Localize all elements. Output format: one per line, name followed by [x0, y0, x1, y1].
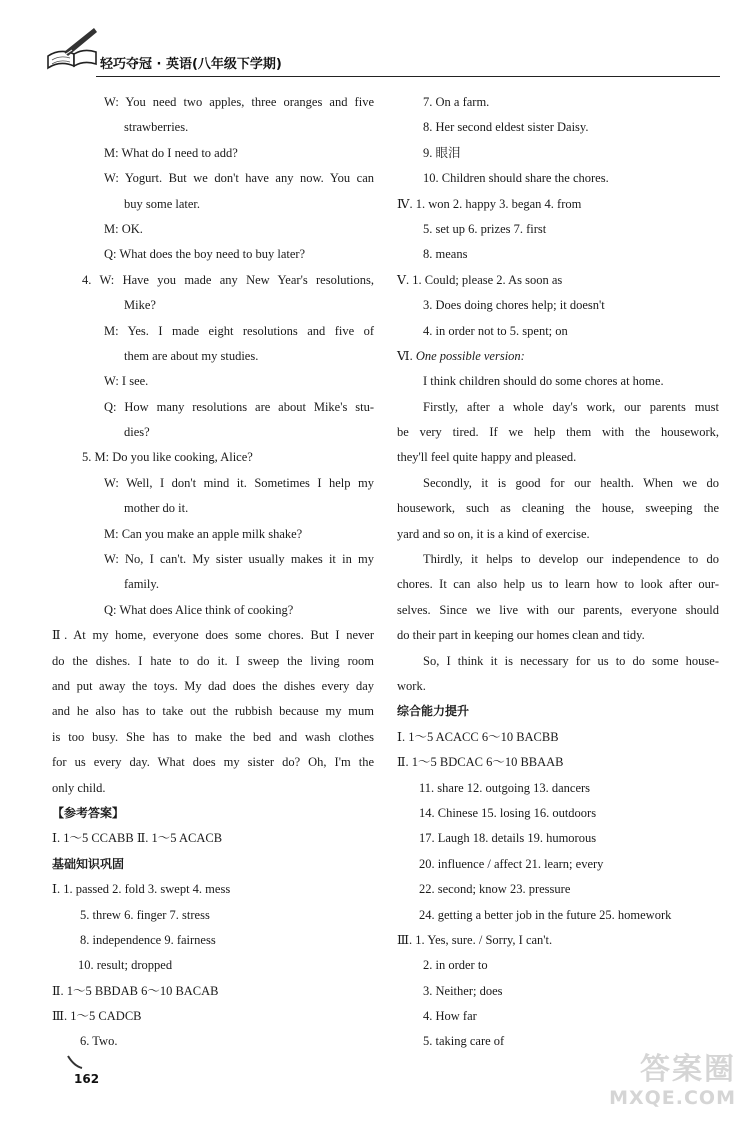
right-column-line: 14. Chinese 15. losing 16. outdoors: [419, 805, 597, 820]
left-column-line: M: OK.: [104, 221, 143, 236]
left-column: [52, 90, 374, 1055]
watermark-url: MXQE.COM: [609, 1087, 736, 1109]
right-column-line: I think children should do some chores at home.: [423, 374, 664, 389]
section-italic-heading: One possible version:: [415, 348, 525, 363]
right-column-line: do their part in keeping our homes clean and tidy.: [397, 628, 645, 643]
right-column-line: 4. in order not to 5. spent; on: [423, 323, 568, 338]
right-column-line: 5. set up 6. prizes 7. first: [423, 221, 547, 236]
right-column-line: Ⅳ. 1. won 2. happy 3. began 4. from: [397, 196, 582, 211]
page-number: 162: [74, 1072, 100, 1086]
right-column-line: [397, 344, 719, 369]
left-column-line: Q: How many resolutions are about Mike's stu-: [104, 399, 374, 414]
right-column-line: 3. Does doing chores help; it doesn't: [423, 298, 605, 313]
left-column-line: Ⅱ. 1～5 BBDAB 6～10 BACAB: [52, 983, 219, 998]
left-column-line: and put away the toys. My dad does the dishes every day: [52, 678, 374, 693]
left-column-line: Ⅱ. At my home, everyone does some chores. But I never: [52, 628, 374, 643]
right-column-line: 9. 眼泪: [423, 145, 461, 160]
left-column-line: 基础知识巩固: [52, 856, 125, 871]
right-column-line: selves. Since we live with our parents, everyone should: [397, 602, 719, 617]
left-column-line: buy some later.: [124, 196, 201, 211]
right-column-line: 综合能力提升: [397, 704, 470, 719]
right-column-line: work.: [397, 678, 426, 693]
right-column-line: 11. share 12. outgoing 13. dancers: [419, 780, 591, 795]
left-column-line: them are about my studies.: [124, 348, 259, 363]
right-column-line: 8. means: [423, 247, 468, 262]
right-column-line: 4. How far: [423, 1009, 477, 1024]
left-column-line: is too busy. She has to make the bed and wash clothes: [52, 729, 374, 744]
right-column-line: 2. in order to: [423, 958, 488, 973]
right-column-line: Secondly, it is good for our health. When we do: [423, 475, 719, 490]
right-column-line: Firstly, after a whole day's work, our parents must: [423, 399, 719, 414]
left-column-line: and he also has to take out the rubbish because my mum: [52, 704, 374, 719]
watermark-logo-text: 答案圈: [640, 1052, 736, 1087]
right-column-line: Ⅲ. 1. Yes, sure. / Sorry, I can't.: [397, 932, 553, 947]
left-column-line: family.: [124, 577, 159, 592]
left-column-line: strawberries.: [124, 120, 189, 135]
left-column-line: Ⅰ. 1～5 CCABB Ⅱ. 1～5 ACACB: [52, 831, 223, 846]
left-column-line: mother do it.: [124, 501, 189, 516]
left-column-line: only child.: [52, 780, 106, 795]
section-number: Ⅵ.: [397, 348, 416, 363]
left-column-line: Q: What does the boy need to buy later?: [104, 247, 306, 262]
page-header: [0, 0, 750, 80]
right-column-line: Ⅱ. 1～5 BDCAC 6～10 BBAAB: [397, 755, 564, 770]
left-column-line: 4. W: Have you made any New Year's resolutions,: [82, 272, 374, 287]
book-quill-logo-icon: [44, 26, 100, 70]
right-column-line: be very tired. If we help them with the housework,: [397, 425, 719, 440]
left-column-line: Ⅰ. 1. passed 2. fold 3. swept 4. mess: [52, 882, 231, 897]
right-column-line: 20. influence / affect 21. learn; every: [419, 856, 604, 871]
left-column-line: W: You need two apples, three oranges and five: [104, 95, 374, 109]
left-column-line: dies?: [124, 425, 150, 440]
left-column-line: 【参考答案】: [52, 805, 125, 820]
right-column-line: Ⅴ. 1. Could; please 2. As soon as: [397, 272, 563, 287]
left-column-line: 5. threw 6. finger 7. stress: [80, 907, 210, 922]
left-column-line: W: I see.: [104, 374, 149, 389]
right-column-line: they'll feel quite happy and pleased.: [397, 450, 577, 465]
header-divider: [96, 76, 720, 77]
right-column-line: Thirdly, it helps to develop our independence to do: [423, 552, 719, 567]
right-column-line: 8. Her second eldest sister Daisy.: [423, 120, 589, 135]
right-column-line: yard and so on, it is a kind of exercise.: [397, 526, 590, 541]
right-column-line: 17. Laugh 18. details 19. humorous: [419, 831, 597, 846]
right-column-line: So, I think it is necessary for us to do some house-: [423, 653, 719, 668]
right-column-line: 7. On a farm.: [423, 95, 490, 109]
left-column-line: Mike?: [124, 298, 156, 313]
right-column: [397, 90, 719, 1055]
book-title: 轻巧夺冠 · 英语(八年级下学期): [100, 57, 282, 72]
left-column-line: W: Well, I don't mind it. Sometimes I help my: [104, 475, 374, 490]
right-column-line: chores. It can also help us to learn how to look after our-: [397, 577, 719, 592]
left-column-line: W: No, I can't. My sister usually makes it in my: [104, 552, 374, 567]
left-column-line: 10. result; dropped: [78, 958, 173, 973]
left-column-line: M: Can you make an apple milk shake?: [104, 526, 303, 541]
site-watermark: [586, 1053, 736, 1115]
left-column-line: Q: What does Alice think of cooking?: [104, 602, 294, 617]
left-column-line: 5. M: Do you like cooking, Alice?: [82, 450, 253, 465]
right-column-line: housework, such as cleaning the house, sweeping the: [397, 501, 719, 516]
left-column-line: do the dishes. I hate to do it. I sweep the living room: [52, 653, 374, 668]
right-column-line: 3. Neither; does: [423, 983, 503, 998]
right-column-line: Ⅰ. 1～5 ACACC 6～10 BACBB: [397, 729, 559, 744]
left-column-line: M: What do I need to add?: [104, 145, 238, 160]
left-column-line: Ⅲ. 1～5 CADCB: [52, 1009, 142, 1024]
right-column-line: 24. getting a better job in the future 25. homework: [419, 907, 672, 922]
left-column-line: W: Yogurt. But we don't have any now. You can: [104, 171, 374, 186]
left-column-line: 6. Two.: [80, 1034, 118, 1049]
right-column-line: 5. taking care of: [423, 1034, 505, 1049]
right-column-line: 22. second; know 23. pressure: [419, 882, 571, 897]
left-column-line: M: Yes. I made eight resolutions and five of: [104, 323, 374, 338]
left-column-line: for us every day. What does my sister do? Oh, I'm the: [52, 755, 374, 770]
right-column-line: 10. Children should share the chores.: [423, 171, 609, 186]
left-column-line: 8. independence 9. fairness: [80, 932, 216, 947]
